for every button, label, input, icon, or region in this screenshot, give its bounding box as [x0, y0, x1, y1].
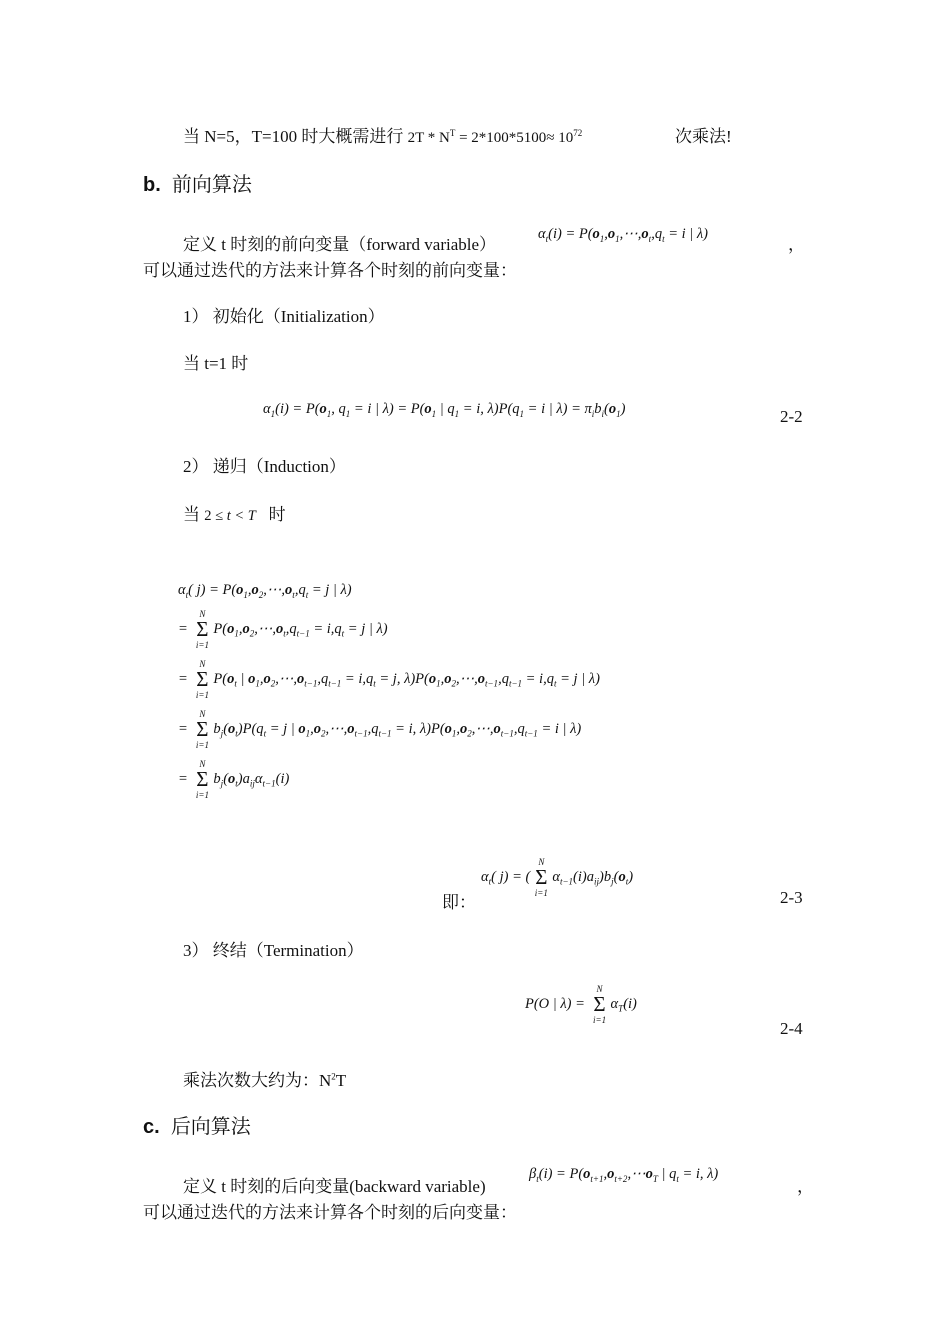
- backward-definition-line2: 可以通过迭代的方法来计算各个时刻的后向变量：: [143, 1203, 517, 1222]
- step-induction-condition: 当 2 ≤ t < T 时: [183, 505, 286, 524]
- sum-symbol: N Σ i=1: [195, 709, 209, 750]
- sentence-end: 次乘法!: [675, 127, 732, 146]
- backward-variable-formula: $\beta_t(i)$ = $P(o_{t+1},o_{t+2},\cdots o_T$ | $q_t = i$, λ): [529, 1166, 719, 1184]
- step-initialization-condition: 当 t=1 时: [183, 354, 249, 373]
- sum-symbol: N Σ i=1: [195, 759, 209, 800]
- derivation-line-3: = N Σ i=1 $P(o_t$ | $o_1,o_2,\cdots,o_{t-1},q_{t-1} = i,q_t = j$, $\lambda)P(o_1,o_2,\cdots,o_{t-1},q_{t-1} = i,q_t = j$ | λ): [178, 659, 600, 700]
- section-title: 后向算法: [170, 1116, 251, 1138]
- derivation-line-1: $\alpha_t$( $j) = P(o_1,o_2,\cdots,o_t,q_t = j$ | λ): [178, 582, 352, 600]
- complexity-formula: $2T * N^T = 2*100*5100\approx 10^{72}$: [407, 128, 583, 146]
- derivation-line-4: = N Σ i=1 $b_j(o_t)P(q_t = j$ | $o_1,o_2,\cdots,o_{t-1},q_{t-1} = i$, $\lambda)P(o_1,o_2,\cdots,o_{t-1},q_{t-1} = i$ | λ): [178, 709, 582, 750]
- sum-symbol: N Σ i=1: [534, 857, 548, 898]
- comma: ，: [797, 1177, 814, 1196]
- derivation-line-5: = N Σ i=1 $b_j(o_t)a_{ij}\alpha_{t-1}(i)$: [178, 759, 290, 800]
- equation-number: 2-3: [780, 888, 803, 907]
- step-induction-label: 2） 递归（Induction）: [183, 457, 346, 476]
- equation-2-2: $\alpha_1(i) = P(o_1$, $q_1 = i$ | $\lambda) = P(o_1$ | $q_1 = i$, $\lambda)P(q_1 = i$ | $\lambda) = \pi_ib_i(o_1)$: [263, 401, 626, 419]
- equation-2-4: P(O | λ) = N Σ i=1 $\alpha_T(i)$: [525, 984, 637, 1025]
- comma: ，: [788, 235, 805, 254]
- derivation-line-2: = N Σ i=1 $P(o_1,o_2,\cdots,o_t,q_{t-1} = i,q_t = j$ | λ): [178, 609, 388, 650]
- step-termination-label: 3） 终结（Termination）: [183, 941, 364, 960]
- forward-variable-formula: $\alpha_t(i)$ = $P(o_1,o_1,\cdots,o_t,q_t = i$ | λ): [538, 226, 708, 244]
- sum-symbol: N Σ i=1: [195, 609, 209, 650]
- backward-variable-definition: 定义 t 时刻的后向变量(backward variable): [183, 1177, 486, 1196]
- section-title: 前向算法: [171, 174, 252, 196]
- forward-definition-line2: 可以通过迭代的方法来计算各个时刻的前向变量：: [143, 261, 517, 280]
- sentence-start: 当 N=5，T=100 时大概需进行: [183, 127, 404, 146]
- multiplication-count-sentence: [183, 122, 582, 147]
- section-marker: b.: [143, 174, 161, 196]
- forward-variable-definition: 定义 t 时刻的前向变量（forward variable）: [183, 235, 497, 254]
- section-heading-forward: [143, 168, 252, 197]
- step-initialization-label: 1） 初始化（Initialization）: [183, 307, 385, 326]
- section-heading-backward: [143, 1110, 251, 1139]
- condition-formula: 2 ≤ t < T: [204, 508, 256, 524]
- result-prefix: 即：: [442, 893, 476, 912]
- sum-symbol: N Σ i=1: [593, 984, 607, 1025]
- section-marker: c.: [143, 1116, 160, 1138]
- equation-number: 2-2: [780, 407, 803, 426]
- multiplication-count: 乘法次数大约为：$N^2T$: [183, 1071, 347, 1090]
- sum-symbol: N Σ i=1: [195, 659, 209, 700]
- equation-number: 2-4: [780, 1019, 803, 1038]
- equation-2-3: $\alpha_t$( j) = ( N Σ i=1 $\alpha_{t-1}(i)a_{ij})b_j(o_t)$: [481, 857, 634, 898]
